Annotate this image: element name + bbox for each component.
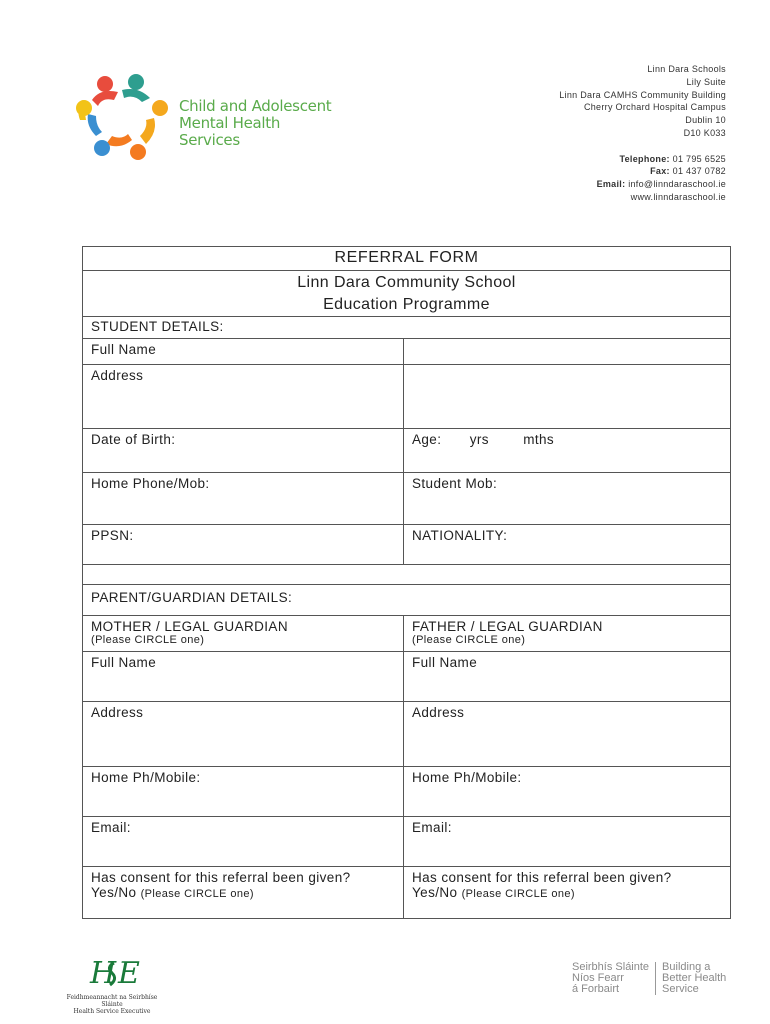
guardian-address-row: [83, 702, 730, 767]
camhs-logo-text: [179, 98, 342, 149]
slogan-irish-line3: á Forbairt: [572, 983, 620, 995]
svg-text:H: H: [90, 956, 117, 989]
address-line: Linn Dara Schools: [647, 64, 726, 74]
telephone-value: 01 795 6525: [672, 153, 726, 164]
address-field[interactable]: [404, 365, 730, 428]
website-link[interactable]: www.linndaraschool.ie: [630, 191, 726, 202]
slogan-english: [656, 962, 726, 995]
years-label: yrs: [469, 432, 489, 447]
spacer-row: [83, 565, 730, 585]
age-field[interactable]: [404, 429, 730, 472]
mother-circle-note: (Please CIRCLE one): [91, 634, 205, 646]
school-address-block: [559, 63, 726, 204]
phone-row: [83, 473, 730, 525]
guardian-name-row: [83, 652, 730, 702]
months-label: mths: [523, 432, 555, 447]
slogan-irish-line2: Níos Fearr: [572, 972, 624, 984]
guardian-email-row: [83, 817, 730, 867]
full-name-row: [83, 339, 730, 365]
student-section-heading: STUDENT DETAILS:: [91, 319, 224, 334]
hse-english-name: Health Service Executive: [73, 1008, 151, 1015]
age-label: Age:: [412, 432, 442, 447]
mother-consent[interactable]: [83, 867, 404, 918]
father-consent[interactable]: [404, 867, 730, 918]
form-subtitle: [83, 271, 730, 316]
parent-section-heading: PARENT/GUARDIAN DETAILS:: [91, 590, 293, 605]
slogan-english-line2: Better Health: [662, 972, 727, 984]
ppsn-row: [83, 525, 730, 565]
svg-text:E: E: [118, 956, 140, 989]
ppsn-field[interactable]: PPSN:: [83, 525, 404, 564]
address-row: [83, 365, 730, 429]
mother-phone-field[interactable]: Home Ph/Mobile:: [83, 767, 404, 816]
address-line: Dublin 10: [685, 115, 726, 126]
father-phone-field[interactable]: Home Ph/Mobile:: [412, 770, 522, 785]
nationality-field[interactable]: NATIONALITY:: [412, 528, 508, 543]
father-yes-no[interactable]: Yes/No: [412, 885, 458, 900]
mother-yes-no[interactable]: Yes/No: [91, 885, 137, 900]
parent-section-row: [83, 585, 730, 616]
guardian-phone-row: [83, 767, 730, 817]
logo-text-line1: Child and Adolescent: [179, 97, 332, 115]
mother-address-field[interactable]: Address: [83, 702, 404, 766]
camhs-people-icon: [72, 70, 177, 162]
fax-value: 01 437 0782: [672, 166, 726, 177]
form-title: REFERRAL FORM: [334, 249, 479, 266]
address-line: Linn Dara CAMHS Community Building: [559, 89, 726, 100]
consent-row: [83, 867, 730, 918]
slogan-irish-line1: Seirbhís Sláinte: [572, 961, 650, 973]
father-consent-question: Has consent for this referral been given?: [412, 870, 672, 885]
address-line: Cherry Orchard Hospital Campus: [583, 102, 726, 113]
mother-consent-question: Has consent for this referral been given?: [91, 870, 351, 885]
hse-irish-name: Feidhmeannacht na Seirbhíse Sláinte: [66, 994, 158, 1008]
hse-mark-icon: [62, 955, 162, 989]
form-title-row: [83, 247, 730, 271]
email-link[interactable]: info@linndaraschool.ie: [628, 179, 726, 190]
address-line: D10 K033: [683, 127, 726, 138]
dob-age-row: [83, 429, 730, 473]
mother-header: [83, 616, 404, 651]
mother-consent-note: (Please CIRCLE one): [140, 888, 254, 900]
slogan-english-line1: Building a: [662, 961, 711, 973]
father-consent-note: (Please CIRCLE one): [461, 888, 575, 900]
father-address-field[interactable]: Address: [412, 705, 465, 720]
mother-heading: MOTHER / LEGAL GUARDIAN: [91, 619, 288, 634]
student-section-row: [83, 317, 730, 339]
father-header: [404, 616, 730, 651]
programme-name: Education Programme: [323, 296, 490, 313]
father-circle-note: (Please CIRCLE one): [412, 634, 526, 646]
slogan-irish: [572, 962, 656, 995]
mother-name-field[interactable]: Full Name: [83, 652, 404, 701]
father-email-field[interactable]: Email:: [412, 820, 452, 835]
referral-form: [82, 246, 731, 919]
full-name-label: Full Name: [83, 339, 404, 364]
full-name-field[interactable]: [404, 339, 730, 364]
email-label: Email:: [596, 179, 626, 190]
guardian-header-row: [83, 616, 730, 652]
address-label: Address: [83, 365, 404, 428]
home-phone-field[interactable]: Home Phone/Mob:: [83, 473, 404, 524]
school-name: Linn Dara Community School: [297, 274, 516, 291]
logo-text-line2: Mental Health Services: [179, 114, 281, 149]
mother-email-field[interactable]: Email:: [83, 817, 404, 866]
form-subtitle-row: [83, 271, 730, 317]
dob-field[interactable]: Date of Birth:: [83, 429, 404, 472]
student-mob-field[interactable]: Student Mob:: [412, 476, 498, 491]
camhs-logo: [72, 70, 342, 162]
address-line: Lily Suite: [686, 76, 726, 87]
fax-line: [559, 165, 726, 178]
email-line: [559, 178, 726, 191]
telephone-line: [559, 153, 726, 166]
slogan-english-line3: Service: [662, 983, 699, 995]
footer-slogan: [572, 962, 726, 995]
father-heading: FATHER / LEGAL GUARDIAN: [412, 619, 603, 634]
father-name-field[interactable]: Full Name: [412, 655, 478, 670]
telephone-label: Telephone:: [619, 153, 670, 164]
fax-label: Fax:: [650, 166, 670, 177]
hse-logo: [62, 955, 162, 1015]
